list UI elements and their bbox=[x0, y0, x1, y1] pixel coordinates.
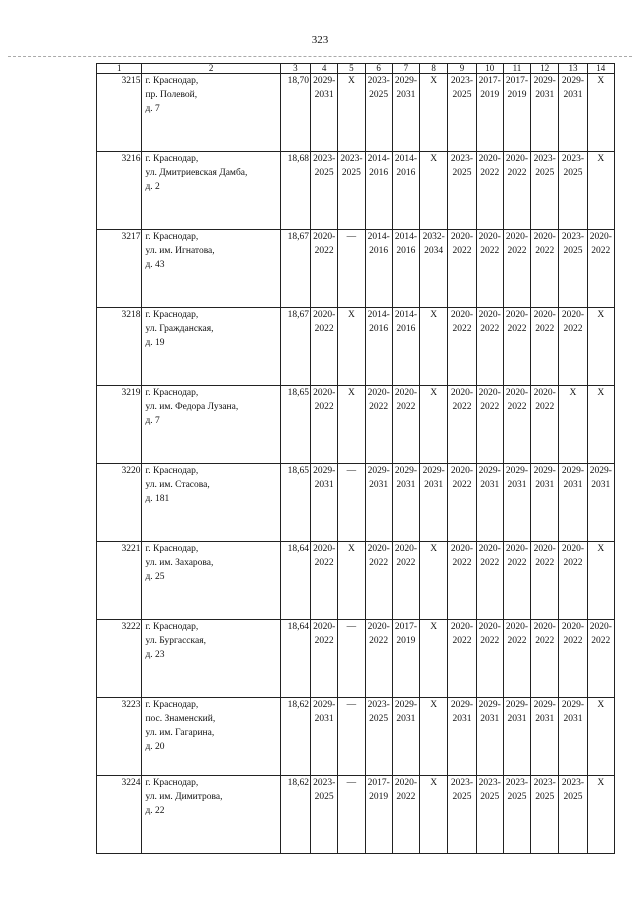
year-cell: Х bbox=[338, 542, 365, 620]
row-value: 18,62 bbox=[280, 698, 310, 776]
column-header: 1 bbox=[97, 64, 142, 74]
row-number: 3216 bbox=[97, 152, 142, 230]
row-number: 3223 bbox=[97, 698, 142, 776]
column-header: 4 bbox=[311, 64, 338, 74]
year-cell: 2023- 2025 bbox=[503, 776, 530, 854]
year-cell: 2023- 2025 bbox=[365, 698, 392, 776]
year-cell: — bbox=[338, 464, 365, 542]
year-cell: 2032- 2034 bbox=[420, 230, 448, 308]
year-cell: 2029- 2031 bbox=[448, 698, 476, 776]
column-header: 5 bbox=[338, 64, 365, 74]
column-header: 14 bbox=[587, 64, 614, 74]
year-cell: 2020- 2022 bbox=[503, 230, 530, 308]
page-divider bbox=[8, 56, 632, 57]
register-table bbox=[96, 63, 615, 854]
row-value: 18,65 bbox=[280, 464, 310, 542]
year-cell: 2020- 2022 bbox=[503, 386, 530, 464]
year-cell: 2014- 2016 bbox=[365, 152, 392, 230]
year-cell: 2023- 2025 bbox=[531, 152, 559, 230]
row-value: 18,67 bbox=[280, 230, 310, 308]
year-cell: 2020- 2022 bbox=[503, 620, 530, 698]
year-cell: 2023- 2025 bbox=[311, 152, 338, 230]
year-cell: 2029- 2031 bbox=[531, 74, 559, 152]
year-cell: 2020- 2022 bbox=[448, 542, 476, 620]
year-cell: 2029- 2031 bbox=[392, 464, 419, 542]
table-row bbox=[97, 74, 615, 152]
year-cell: 2020- 2022 bbox=[559, 308, 587, 386]
year-cell: 2023- 2025 bbox=[559, 152, 587, 230]
year-cell: — bbox=[338, 698, 365, 776]
year-cell: 2014- 2016 bbox=[392, 308, 419, 386]
year-cell: 2020- 2022 bbox=[476, 308, 503, 386]
row-address: г. Краснодар, пос. Знаменский, ул. им. Гагарина, д. 20 bbox=[142, 698, 280, 776]
year-cell: 2029- 2031 bbox=[420, 464, 448, 542]
year-cell: Х bbox=[587, 308, 614, 386]
row-address: г. Краснодар, ул. им. Димитрова, д. 22 bbox=[142, 776, 280, 854]
column-header: 2 bbox=[142, 64, 280, 74]
year-cell: Х bbox=[559, 386, 587, 464]
year-cell: 2020- 2022 bbox=[587, 620, 614, 698]
row-value: 18,67 bbox=[280, 308, 310, 386]
row-value: 18,64 bbox=[280, 620, 310, 698]
year-cell: 2020- 2022 bbox=[311, 308, 338, 386]
year-cell: 2029- 2031 bbox=[587, 464, 614, 542]
page-number: 323 bbox=[311, 34, 329, 46]
year-cell: 2020- 2022 bbox=[311, 620, 338, 698]
year-cell: 2029- 2031 bbox=[392, 74, 419, 152]
table-row bbox=[97, 152, 615, 230]
year-cell: 2020- 2022 bbox=[531, 230, 559, 308]
year-cell: 2023- 2025 bbox=[559, 230, 587, 308]
year-cell: Х bbox=[338, 386, 365, 464]
table-row bbox=[97, 464, 615, 542]
row-address: г. Краснодар, ул. им. Федора Лузана, д. 7 bbox=[142, 386, 280, 464]
year-cell: 2020- 2022 bbox=[503, 152, 530, 230]
row-address: г. Краснодар, ул. им. Стасова, д. 181 bbox=[142, 464, 280, 542]
year-cell: 2020- 2022 bbox=[311, 230, 338, 308]
row-address: г. Краснодар, ул. Бургасская, д. 23 bbox=[142, 620, 280, 698]
year-cell: 2029- 2031 bbox=[531, 698, 559, 776]
year-cell: 2014- 2016 bbox=[392, 230, 419, 308]
column-header: 12 bbox=[531, 64, 559, 74]
row-address: г. Краснодар, ул. Дмитриевская Дамба, д. 2 bbox=[142, 152, 280, 230]
column-header: 3 bbox=[280, 64, 310, 74]
table-row bbox=[97, 620, 615, 698]
year-cell: 2020- 2022 bbox=[587, 230, 614, 308]
year-cell: — bbox=[338, 776, 365, 854]
year-cell: 2020- 2022 bbox=[365, 542, 392, 620]
row-number: 3222 bbox=[97, 620, 142, 698]
column-header: 9 bbox=[448, 64, 476, 74]
column-header: 8 bbox=[420, 64, 448, 74]
year-cell: 2029- 2031 bbox=[311, 698, 338, 776]
year-cell: Х bbox=[587, 776, 614, 854]
year-cell: 2023- 2025 bbox=[448, 152, 476, 230]
row-address: г. Краснодар, ул. Гражданская, д. 19 bbox=[142, 308, 280, 386]
year-cell: 2023- 2025 bbox=[365, 74, 392, 152]
year-cell: 2029- 2031 bbox=[311, 464, 338, 542]
row-value: 18,65 bbox=[280, 386, 310, 464]
year-cell: 2020- 2022 bbox=[476, 386, 503, 464]
row-value: 18,62 bbox=[280, 776, 310, 854]
year-cell: 2017- 2019 bbox=[503, 74, 530, 152]
year-cell: 2029- 2031 bbox=[365, 464, 392, 542]
year-cell: 2029- 2031 bbox=[531, 464, 559, 542]
table-row bbox=[97, 776, 615, 854]
row-number: 3220 bbox=[97, 464, 142, 542]
year-cell: Х bbox=[420, 152, 448, 230]
year-cell: 2023- 2025 bbox=[476, 776, 503, 854]
year-cell: Х bbox=[420, 308, 448, 386]
year-cell: Х bbox=[587, 542, 614, 620]
row-address: г. Краснодар, пр. Полевой, д. 7 bbox=[142, 74, 280, 152]
year-cell: 2017- 2019 bbox=[365, 776, 392, 854]
year-cell: 2020- 2022 bbox=[392, 386, 419, 464]
year-cell: Х bbox=[338, 308, 365, 386]
year-cell: — bbox=[338, 230, 365, 308]
year-cell: 2029- 2031 bbox=[476, 464, 503, 542]
year-cell: 2020- 2022 bbox=[476, 542, 503, 620]
year-cell: 2020- 2022 bbox=[311, 386, 338, 464]
year-cell: 2014- 2016 bbox=[365, 308, 392, 386]
year-cell: 2020- 2022 bbox=[559, 542, 587, 620]
year-cell: 2020- 2022 bbox=[448, 620, 476, 698]
year-cell: 2020- 2022 bbox=[448, 308, 476, 386]
table-row bbox=[97, 230, 615, 308]
year-cell: 2020- 2022 bbox=[559, 620, 587, 698]
year-cell: Х bbox=[587, 74, 614, 152]
row-number: 3221 bbox=[97, 542, 142, 620]
year-cell: 2020- 2022 bbox=[448, 386, 476, 464]
year-cell: 2020- 2022 bbox=[392, 542, 419, 620]
year-cell: 2029- 2031 bbox=[559, 698, 587, 776]
year-cell: 2020- 2022 bbox=[531, 386, 559, 464]
year-cell: 2023- 2025 bbox=[559, 776, 587, 854]
year-cell: Х bbox=[420, 74, 448, 152]
table-row bbox=[97, 308, 615, 386]
table-row bbox=[97, 542, 615, 620]
year-cell: 2020- 2022 bbox=[531, 620, 559, 698]
year-cell: 2020- 2022 bbox=[503, 542, 530, 620]
row-address: г. Краснодар, ул. им. Игнатова, д. 43 bbox=[142, 230, 280, 308]
year-cell: Х bbox=[420, 620, 448, 698]
year-cell: Х bbox=[420, 698, 448, 776]
year-cell: Х bbox=[587, 386, 614, 464]
year-cell: 2029- 2031 bbox=[311, 74, 338, 152]
year-cell: Х bbox=[420, 542, 448, 620]
row-value: 18,64 bbox=[280, 542, 310, 620]
year-cell: 2029- 2031 bbox=[476, 698, 503, 776]
year-cell: 2020- 2022 bbox=[531, 542, 559, 620]
year-cell: Х bbox=[420, 386, 448, 464]
row-number: 3217 bbox=[97, 230, 142, 308]
year-cell: 2020- 2022 bbox=[365, 620, 392, 698]
year-cell: 2017- 2019 bbox=[392, 620, 419, 698]
year-cell: Х bbox=[338, 74, 365, 152]
year-cell: 2020- 2022 bbox=[365, 386, 392, 464]
year-cell: 2029- 2031 bbox=[559, 464, 587, 542]
row-number: 3219 bbox=[97, 386, 142, 464]
year-cell: 2029- 2031 bbox=[392, 698, 419, 776]
year-cell: Х bbox=[420, 776, 448, 854]
year-cell: 2029- 2031 bbox=[503, 698, 530, 776]
header-row bbox=[97, 64, 615, 74]
row-value: 18,70 bbox=[280, 74, 310, 152]
year-cell: 2023- 2025 bbox=[448, 776, 476, 854]
year-cell: 2029- 2031 bbox=[503, 464, 530, 542]
column-header: 11 bbox=[503, 64, 530, 74]
year-cell: 2020- 2022 bbox=[476, 620, 503, 698]
year-cell: 2014- 2016 bbox=[365, 230, 392, 308]
column-header: 7 bbox=[392, 64, 419, 74]
year-cell: 2029- 2031 bbox=[559, 74, 587, 152]
row-number: 3224 bbox=[97, 776, 142, 854]
column-header: 10 bbox=[476, 64, 503, 74]
year-cell: 2020- 2022 bbox=[531, 308, 559, 386]
year-cell: 2020- 2022 bbox=[311, 542, 338, 620]
year-cell: 2017- 2019 bbox=[476, 74, 503, 152]
table-row bbox=[97, 386, 615, 464]
year-cell: 2014- 2016 bbox=[392, 152, 419, 230]
year-cell: 2023- 2025 bbox=[338, 152, 365, 230]
row-value: 18,68 bbox=[280, 152, 310, 230]
year-cell: 2023- 2025 bbox=[531, 776, 559, 854]
row-address: г. Краснодар, ул. им. Захарова, д. 25 bbox=[142, 542, 280, 620]
column-header: 6 bbox=[365, 64, 392, 74]
year-cell: 2020- 2022 bbox=[476, 230, 503, 308]
year-cell: 2020- 2022 bbox=[448, 464, 476, 542]
year-cell: 2023- 2025 bbox=[311, 776, 338, 854]
row-number: 3218 bbox=[97, 308, 142, 386]
table-row bbox=[97, 698, 615, 776]
year-cell: 2020- 2022 bbox=[503, 308, 530, 386]
year-cell: 2023- 2025 bbox=[448, 74, 476, 152]
year-cell: 2020- 2022 bbox=[448, 230, 476, 308]
year-cell: Х bbox=[587, 152, 614, 230]
year-cell: 2020- 2022 bbox=[392, 776, 419, 854]
year-cell: 2020- 2022 bbox=[476, 152, 503, 230]
year-cell: — bbox=[338, 620, 365, 698]
year-cell: Х bbox=[587, 698, 614, 776]
column-header: 13 bbox=[559, 64, 587, 74]
row-number: 3215 bbox=[97, 74, 142, 152]
